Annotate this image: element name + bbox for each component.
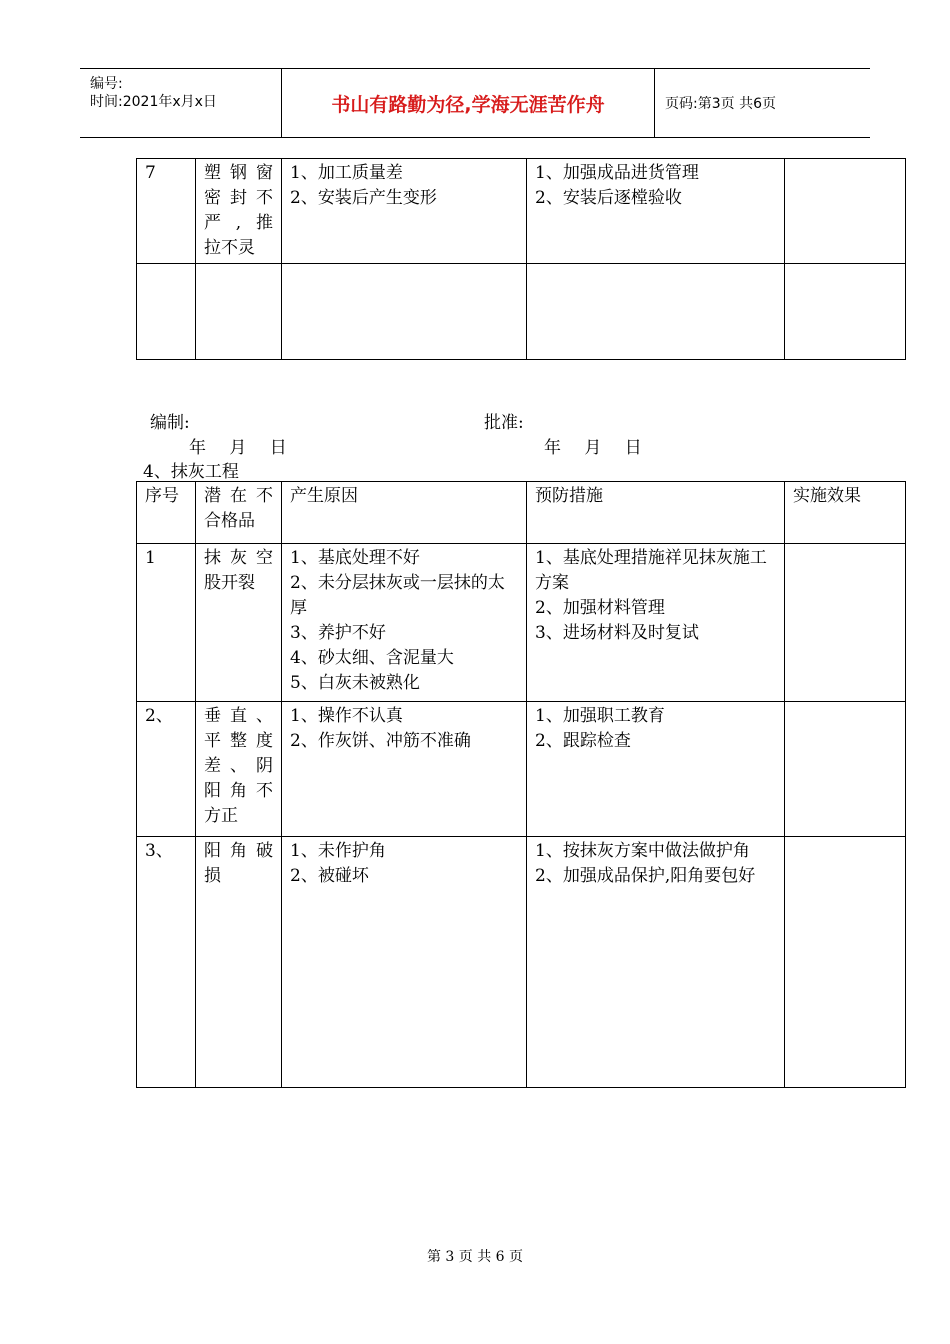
header-no: 序号 <box>137 482 196 544</box>
cause-line: 2、未分层抹灰或一层抹的太厚 <box>290 573 505 618</box>
measure-line: 1、基底处理措施祥见抹灰施工方案 <box>535 548 767 593</box>
cell-item-line: 垂直、 <box>204 706 273 726</box>
cell-item-line: 方正 <box>204 806 238 826</box>
cause-line: 1、未作护角 <box>290 841 386 861</box>
cell-effect <box>785 159 906 264</box>
header-page-label: 页码:第3页 共6页 <box>665 96 776 112</box>
cell-item-line: 严,推 <box>204 213 273 233</box>
table-row <box>137 264 906 360</box>
cell-effect <box>785 837 906 1088</box>
cell-effect <box>785 264 906 360</box>
compiled-by-label: 编制: <box>150 413 190 433</box>
approved-date: 年 月 日 <box>544 438 642 458</box>
cell-no <box>137 264 196 360</box>
cell-no: 3、 <box>137 837 196 1088</box>
cause-line: 4、砂太细、含泥量大 <box>290 648 454 668</box>
compiled-date: 年 月 日 <box>189 438 287 458</box>
cell-item-line: 损 <box>204 866 221 886</box>
cell-item-line: 阳角破 <box>204 841 273 861</box>
cell-item <box>196 837 282 1088</box>
cell-item-line: 平整度 <box>204 731 273 751</box>
measure-line: 2、安装后逐樘验收 <box>535 188 682 208</box>
measure-line: 2、加强材料管理 <box>535 598 665 618</box>
cause-line: 2、被碰坏 <box>290 866 369 886</box>
cell-measures <box>527 837 785 1088</box>
measure-line: 1、加强职工教育 <box>535 706 665 726</box>
cell-item-line: 抹灰空 <box>204 548 273 568</box>
cause-line: 3、养护不好 <box>290 623 386 643</box>
cell-item <box>196 159 282 264</box>
cell-no: 7 <box>137 159 196 264</box>
page-header <box>80 68 870 138</box>
cell-measures <box>527 159 785 264</box>
cell-effect <box>785 702 906 837</box>
cell-causes <box>282 544 527 702</box>
measure-line: 3、进场材料及时复试 <box>535 623 699 643</box>
table-row <box>137 837 906 1088</box>
cell-no: 2、 <box>137 702 196 837</box>
measure-line: 2、加强成品保护,阳角要包好 <box>535 866 756 886</box>
header-effect: 实施效果 <box>785 482 906 544</box>
cell-causes <box>282 264 527 360</box>
cell-item-line: 拉不灵 <box>204 238 255 258</box>
cell-effect <box>785 544 906 702</box>
page-footer: 第 3 页 共 6 页 <box>426 1249 524 1265</box>
header-meta-cell <box>80 69 282 137</box>
cause-line: 1、加工质量差 <box>290 163 403 183</box>
cell-measures <box>527 264 785 360</box>
cell-measures <box>527 702 785 837</box>
cell-item-line: 股开裂 <box>204 573 255 593</box>
measure-line: 1、加强成品进货管理 <box>535 163 699 183</box>
table-header-row <box>137 482 906 544</box>
cell-causes <box>282 159 527 264</box>
cell-causes <box>282 837 527 1088</box>
table-row <box>137 159 906 264</box>
document-number-label: 编号: <box>90 76 123 92</box>
document-time-label: 时间:2021年x月x日 <box>90 94 217 110</box>
measure-line: 1、按抹灰方案中做法做护角 <box>535 841 750 861</box>
header-cause: 产生原因 <box>282 482 527 544</box>
cell-causes <box>282 702 527 837</box>
header-measure: 预防措施 <box>527 482 785 544</box>
header-item-line: 合格品 <box>204 511 255 531</box>
header-item-line: 潜在不 <box>204 486 273 506</box>
cause-line: 1、操作不认真 <box>290 706 403 726</box>
cause-line: 2、作灰饼、冲筋不准确 <box>290 731 471 751</box>
section-title: 4、抹灰工程 <box>143 462 239 482</box>
table-continuation <box>136 158 906 360</box>
cell-item-line: 差、阴 <box>204 756 273 776</box>
cell-measures <box>527 544 785 702</box>
cell-item <box>196 702 282 837</box>
measure-line: 2、跟踪检查 <box>535 731 631 751</box>
header-item <box>196 482 282 544</box>
cell-item <box>196 544 282 702</box>
table-row <box>137 544 906 702</box>
cell-item-line: 阳角不 <box>204 781 273 801</box>
header-motto: 书山有路勤为径,学海无涯苦作舟 <box>282 69 655 137</box>
cause-line: 5、白灰未被熟化 <box>290 673 420 693</box>
cell-no: 1 <box>137 544 196 702</box>
approved-by-label: 批准: <box>484 413 524 433</box>
table-plastering <box>136 481 906 1088</box>
cause-line: 2、安装后产生变形 <box>290 188 437 208</box>
table-row <box>137 702 906 837</box>
cause-line: 1、基底处理不好 <box>290 548 420 568</box>
cell-item-line: 塑钢窗 <box>204 163 273 183</box>
cell-item <box>196 264 282 360</box>
cell-item-line: 密封不 <box>204 188 273 208</box>
